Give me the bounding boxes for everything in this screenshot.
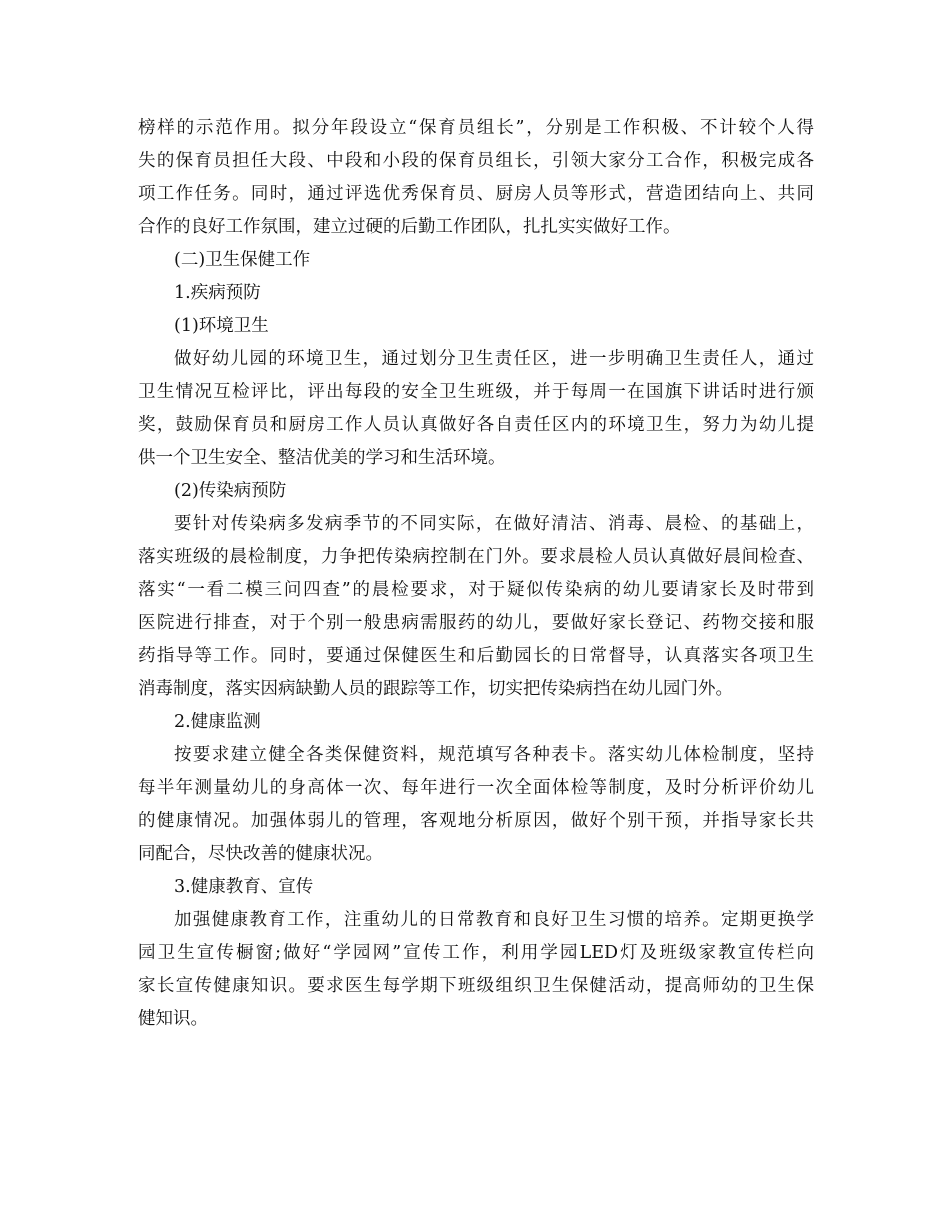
- text-line: 要针对传染病多发病季节的不同实际，在做好清洁、消毒、晨检、的基础上，: [174, 514, 814, 534]
- text-line: 家长宣传健康知识。要求医生每学期下班级组织卫生保健活动，提高师幼的卫生保: [138, 976, 814, 996]
- text-line: 消毒制度，落实因病缺勤人员的跟踪等工作，切实把传染病挡在幼儿园门外。: [138, 679, 733, 699]
- text-line: 落实班级的晨检制度，力争把传染病控制在门外。要求晨检人员认真做好晨间检查、: [138, 547, 814, 567]
- text-line: 失的保育员担任大段、中段和小段的保育员组长，引领大家分工合作，积极完成各: [138, 151, 814, 171]
- text-line: 供一个卫生安全、整洁优美的学习和生活环境。: [138, 448, 506, 468]
- text-line: 同配合，尽快改善的健康状况。: [138, 844, 383, 864]
- section-heading: (二)卫生保健工作: [174, 250, 311, 270]
- text-line: 健知识。: [138, 1009, 208, 1029]
- text-line: 药指导等工作。同时，要通过保健医生和后勤园长的日常督导，认真落实各项卫生: [138, 646, 814, 666]
- document-body: [138, 112, 814, 1036]
- subsection-heading: 2.健康监测: [174, 712, 261, 732]
- text-line: 加强健康教育工作，注重幼儿的日常教育和良好卫生习惯的培养。定期更换学: [174, 910, 814, 930]
- subsection-heading: 1.疾病预防: [174, 283, 261, 303]
- text-line: 按要求建立健全各类保健资料，规范填写各种表卡。落实幼儿体检制度，坚持: [174, 745, 814, 765]
- text-line: 项工作任务。同时，通过评选优秀保育员、厨房人员等形式，营造团结向上、共同: [138, 184, 814, 204]
- text-line: 做好幼儿园的环境卫生，通过划分卫生责任区，进一步明确卫生责任人，通过: [174, 349, 814, 369]
- subsection-heading: 3.健康教育、宣传: [174, 877, 314, 897]
- text-line: 卫生情况互检评比，评出每段的安全卫生班级，并于每周一在国旗下讲话时进行颁: [138, 382, 814, 402]
- text-line: 合作的良好工作氛围，建立过硬的后勤工作团队，扎扎实实做好工作。: [138, 217, 681, 237]
- subsection-heading: (1)环境卫生: [174, 316, 269, 336]
- text-line: 园卫生宣传橱窗;做好“学园网”宣传工作，利用学园LED灯及班级家教宣传栏向: [138, 943, 814, 963]
- text-line: 每半年测量幼儿的身高体一次、每年进行一次全面体检等制度，及时分析评价幼儿: [138, 778, 814, 798]
- subsection-heading: (2)传染病预防: [174, 481, 287, 501]
- text-line: 医院进行排查，对于个别一般患病需服药的幼儿，要做好家长登记、药物交接和服: [138, 613, 814, 633]
- text-line: 榜样的示范作用。拟分年段设立“保育员组长”，分别是工作积极、不计较个人得: [138, 118, 814, 138]
- text-line: 落实“一看二模三问四查”的晨检要求，对于疑似传染病的幼儿要请家长及时带到: [138, 580, 814, 600]
- text-line: 奖，鼓励保育员和厨房工作人员认真做好各自责任区内的环境卫生，努力为幼儿提: [138, 415, 814, 435]
- text-line: 的健康情况。加强体弱儿的管理，客观地分析原因，做好个别干预，并指导家长共: [138, 811, 814, 831]
